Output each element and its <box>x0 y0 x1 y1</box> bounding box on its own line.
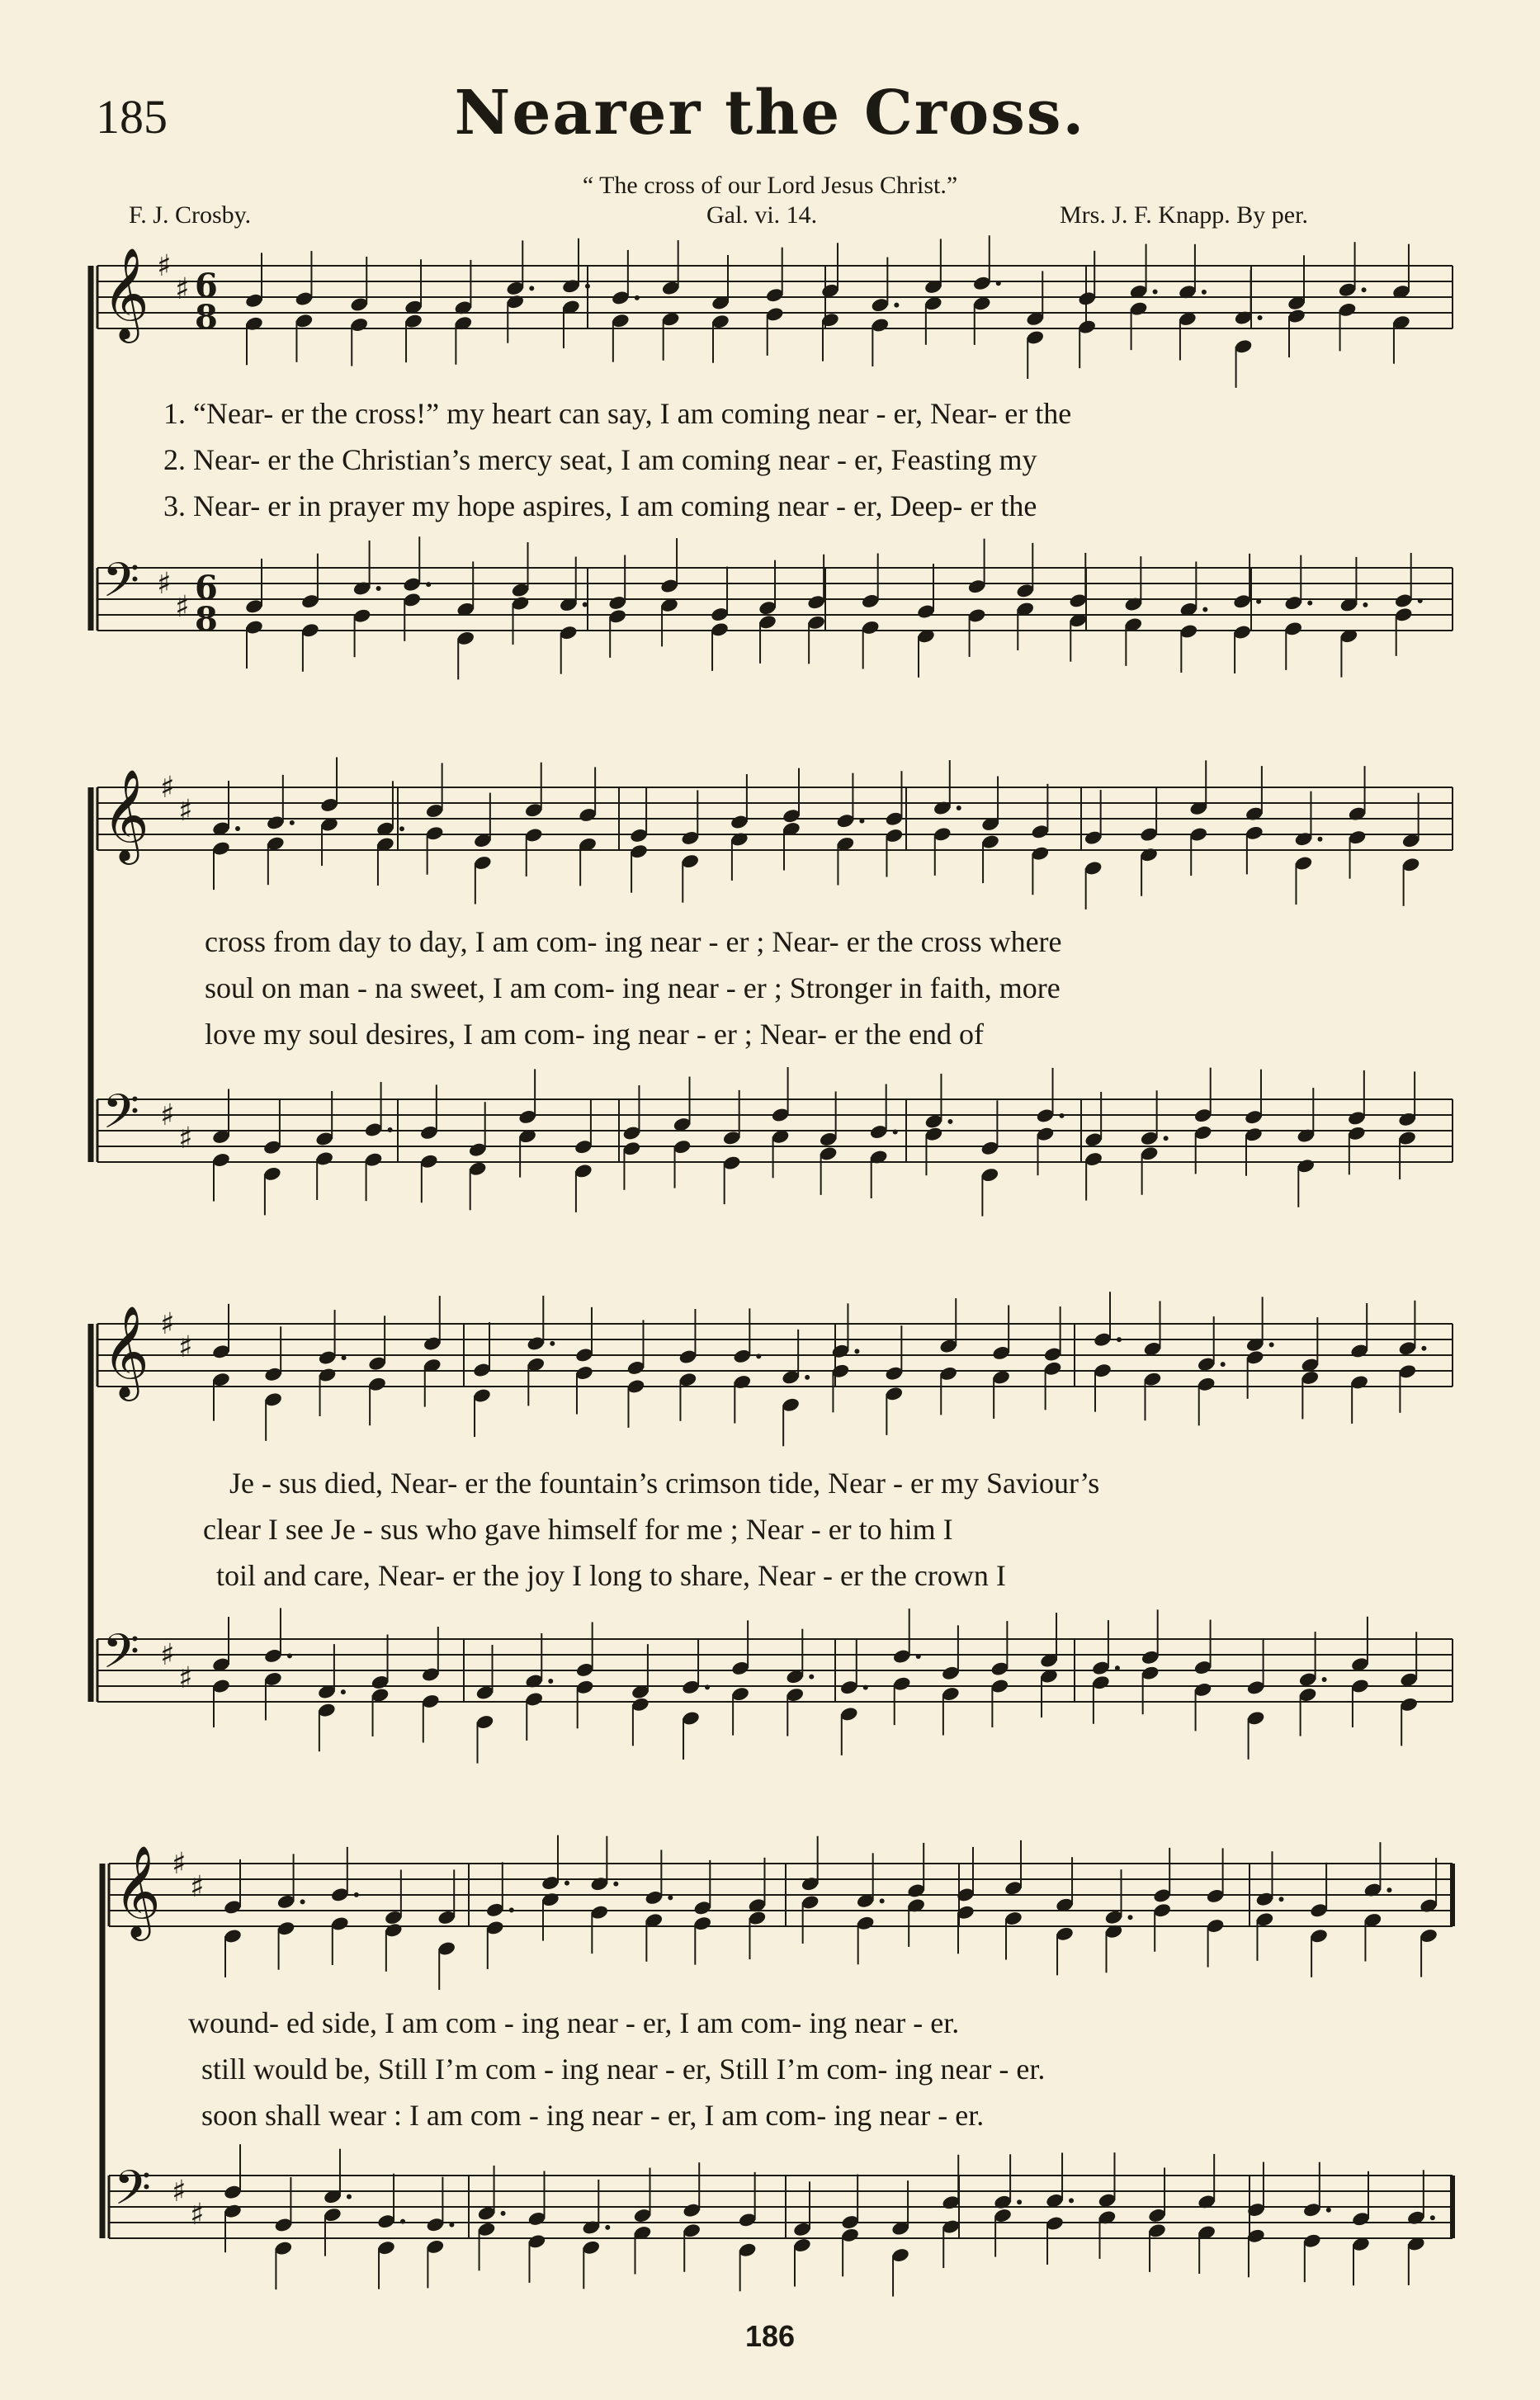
bass-clef: 𝄢 <box>102 552 140 620</box>
lyric-line: still would be, Still I’m com - ing near - er, Still I’m com- ing near - er. <box>201 2053 1046 2086</box>
sharp-sign: ♯ <box>178 794 193 828</box>
dot <box>1117 1337 1122 1342</box>
dot <box>1421 1346 1426 1351</box>
dot <box>1386 1887 1391 1892</box>
dot <box>613 1882 618 1887</box>
dot <box>400 2219 405 2224</box>
dot <box>1418 598 1423 603</box>
dot <box>1153 290 1158 295</box>
dot <box>1362 287 1367 292</box>
dot <box>809 1675 814 1680</box>
page-number: 186 <box>744 2319 796 2353</box>
sharp-sign: ♯ <box>160 771 175 805</box>
dot <box>635 295 640 300</box>
dot <box>342 1355 347 1360</box>
lyric-line: soul on man - na sweet, I am com- ing near - er ; Stronger in faith, more <box>205 971 1061 1004</box>
lyric-line: toil and care, Near- er the joy I long to share, Near - er the crown I <box>216 1559 1006 1592</box>
dot <box>880 1898 885 1903</box>
sharp-sign: ♯ <box>157 249 172 283</box>
lyric-line: soon shall wear : I am com - ing near - er, I am com- ing near - er. <box>201 2099 985 2132</box>
dot <box>996 281 1001 286</box>
dot <box>235 826 240 831</box>
lyric-line: love my soul desires, I am com- ing near - er ; Near- er the end of <box>205 1018 984 1051</box>
treble-clef: 𝄞 <box>102 768 149 861</box>
dot <box>565 1881 569 1886</box>
hymn-title: Nearer the Cross. <box>454 78 1086 149</box>
bass-clef: 𝄢 <box>102 1623 140 1691</box>
lyric-line: 1. “Near- er the cross!” my heart can say, I am coming near - er, Near- er the <box>163 397 1072 430</box>
dot <box>854 1349 859 1354</box>
time-signature: 8 <box>195 600 218 639</box>
sharp-sign: ♯ <box>160 1307 175 1341</box>
treble-clef: 𝄞 <box>102 1305 149 1397</box>
dot <box>287 1653 292 1658</box>
sharp-sign: ♯ <box>157 567 172 601</box>
dot <box>550 1341 555 1346</box>
words-credit: F. J. Crosby. <box>129 201 252 229</box>
dot <box>354 1892 359 1897</box>
dot <box>957 806 961 810</box>
dot <box>509 1907 514 1912</box>
lyric-line: 3. Near- er in prayer my hope aspires, I am coming near - er, Deep- er the <box>163 489 1037 522</box>
dot <box>376 586 381 591</box>
time-signature: 6 <box>195 267 218 305</box>
dot <box>894 303 899 308</box>
dot <box>347 2194 352 2199</box>
dot <box>947 1119 952 1124</box>
dot <box>1202 607 1207 612</box>
sharp-sign: ♯ <box>178 1330 193 1364</box>
lyric-line: Je - sus died, Near- er the fountain’s crimson tide, Near - er my Saviour’s <box>229 1467 1100 1500</box>
dot <box>605 2225 610 2230</box>
bass-clef: 𝄢 <box>102 1084 140 1151</box>
dot <box>1060 1113 1065 1118</box>
dot <box>1164 1136 1169 1141</box>
sharp-sign: ♯ <box>175 590 190 624</box>
dot <box>859 819 864 824</box>
dot <box>529 286 534 291</box>
dot <box>1278 1897 1283 1902</box>
sharp-sign: ♯ <box>172 1847 187 1881</box>
dot <box>583 602 588 607</box>
dot <box>585 284 590 289</box>
dot <box>863 1685 868 1690</box>
sharp-sign: ♯ <box>175 272 190 306</box>
dot <box>1128 1915 1133 1920</box>
sharp-sign: ♯ <box>178 1122 193 1155</box>
dot <box>399 826 404 831</box>
dot <box>501 2211 506 2216</box>
dot <box>668 1895 673 1900</box>
sharp-sign: ♯ <box>190 2198 205 2232</box>
dot <box>1430 2215 1435 2220</box>
dot <box>1307 601 1312 606</box>
dot <box>805 1375 810 1380</box>
lyric-line: wound- ed side, I am com - ing near - er, I am com- ing near - er. <box>188 2006 960 2039</box>
dot <box>1256 599 1261 604</box>
sharp-sign: ♯ <box>172 2175 187 2209</box>
dot <box>1326 2208 1331 2213</box>
bass-clef: 𝄢 <box>114 2160 152 2228</box>
treble-clef: 𝄞 <box>102 247 149 339</box>
dot <box>893 1130 898 1135</box>
dot <box>1017 2199 1022 2204</box>
dot <box>449 2223 454 2228</box>
lyric-line: cross from day to day, I am com- ing near - er ; Near- er the cross where <box>205 925 1062 958</box>
scripture-quote: “ The cross of our Lord Jesus Christ.” <box>582 172 958 199</box>
dot <box>916 1654 921 1659</box>
treble-clef: 𝄞 <box>114 1845 161 1937</box>
dot <box>1269 1342 1274 1347</box>
time-signature: 8 <box>195 298 218 337</box>
dot <box>1363 602 1368 607</box>
dot <box>756 1354 761 1358</box>
dot <box>290 820 295 825</box>
sharp-sign: ♯ <box>178 1661 193 1695</box>
lyric-line: clear I see Je - sus who gave himself for me ; Near - er to him I <box>203 1513 953 1546</box>
hymn-number: 185 <box>96 90 168 144</box>
sharp-sign: ♯ <box>160 1638 175 1672</box>
dot <box>548 1679 553 1684</box>
scripture-reference: Gal. vi. 14. <box>706 201 818 229</box>
dot <box>1317 837 1322 842</box>
dot <box>705 1684 710 1689</box>
sharp-sign: ♯ <box>190 1870 205 1904</box>
dot <box>1221 1362 1226 1367</box>
dot <box>1322 1677 1327 1682</box>
sharp-sign: ♯ <box>160 1098 175 1132</box>
dot <box>426 582 431 587</box>
dot <box>300 1899 305 1904</box>
time-signature: 6 <box>195 569 218 607</box>
lyric-line: 2. Near- er the Christian’s mercy seat, I am coming near - er, Feasting my <box>163 443 1037 476</box>
dot <box>341 1689 346 1694</box>
dot <box>1069 2198 1074 2203</box>
dot <box>388 1127 393 1132</box>
dot <box>1202 290 1207 295</box>
music-credit: Mrs. J. F. Knapp. By per. <box>1060 201 1308 229</box>
dot <box>1115 1665 1120 1670</box>
dot <box>1258 315 1263 320</box>
